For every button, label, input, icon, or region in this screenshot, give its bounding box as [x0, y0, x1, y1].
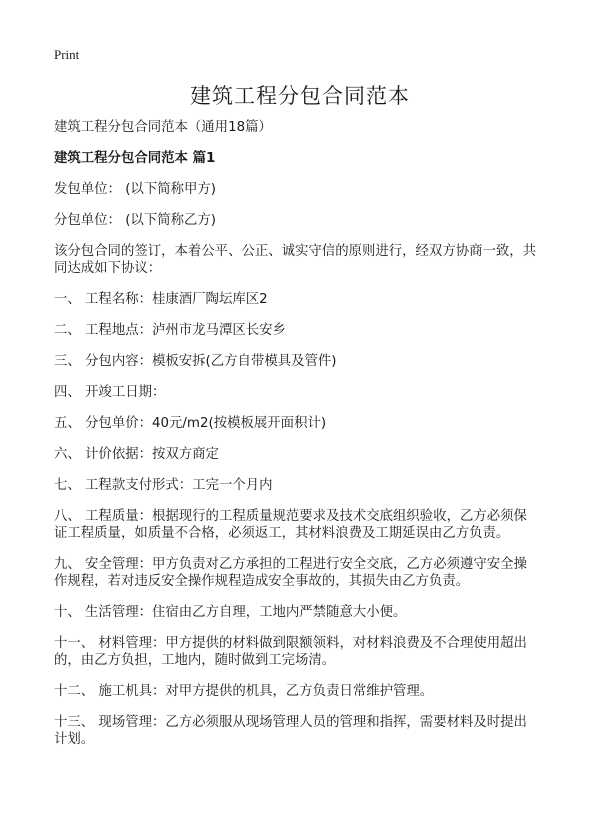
section-heading: [54, 150, 554, 167]
paragraph-line: 的，由乙方负担，工地内，随时做到工完场清。: [54, 653, 336, 668]
paragraph: [54, 119, 554, 136]
paragraph-line: 四、 开竣工日期：: [54, 385, 166, 400]
paragraph-line: 十、 生活管理：住宿由乙方自理，工地内严禁随意大小便。: [54, 605, 407, 620]
paragraph-line: 九、 安全管理：甲方负责对乙方承担的工程进行安全交底，乙方必须遵守安全操: [54, 557, 527, 572]
paragraph: [54, 556, 554, 590]
paragraph-line: 五、 分包单价：40元/m2(按模板展开面积计): [54, 416, 327, 431]
paragraph: [54, 604, 554, 621]
paragraph-line: 建筑工程分包合同范本（通用18篇）: [54, 120, 272, 135]
paragraph-line: 十二、 施工机具：对甲方提供的机具，乙方负责日常维护管理。: [54, 684, 434, 699]
document-title: 建筑工程分包合同范本: [190, 84, 410, 108]
paragraph-line: 建筑工程分包合同范本 篇1: [54, 151, 216, 166]
paragraph: [54, 508, 554, 542]
paragraph: [54, 181, 554, 198]
paragraph-line: 三、 分包内容：模板安拆(乙方自带模具及管件): [54, 354, 337, 369]
paragraph-line: 十三、 现场管理：乙方必须服从现场管理人员的管理和指挥，需要材料及时提出: [54, 715, 527, 730]
paragraph: [54, 212, 554, 229]
paragraph-line: 一、 工程名称：桂康酒厂陶坛库区2: [54, 292, 268, 307]
paragraph: [54, 446, 554, 463]
paragraph: [54, 477, 554, 494]
paragraph-line: 十一、 材料管理：甲方提供的材料做到限额领料，对材料浪费及不合理使用超出: [54, 636, 527, 651]
paragraph: [54, 291, 554, 308]
paragraph-line: 计划。: [54, 732, 95, 747]
paragraph: [54, 353, 554, 370]
paragraph: [54, 243, 554, 277]
paragraph-line: 六、 计价依据：按双方商定: [54, 447, 219, 462]
document-body: [54, 119, 554, 762]
paragraph: [54, 714, 554, 748]
paragraph-line: 该分包合同的签订，本着公平、公正、诚实守信的原则进行，经双方协商一致，共: [54, 244, 537, 259]
paragraph-line: 同达成如下协议：: [54, 261, 162, 276]
paragraph: [54, 635, 554, 669]
paragraph: [54, 415, 554, 432]
paragraph-line: 作规程，若对违反安全操作规程造成安全事故的，其损失由乙方负责。: [54, 574, 470, 589]
paragraph: [54, 322, 554, 339]
paragraph-line: 二、 工程地点：泸州市龙马潭区长安乡: [54, 323, 286, 338]
paragraph-line: 证工程质量，如质量不合格，必须返工，其材料浪费及工期延误由乙方负责。: [54, 526, 510, 541]
print-link[interactable]: Print: [54, 47, 80, 62]
paragraph-line: 八、 工程质量：根据现行的工程质量规范要求及技术交底组织验收，乙方必须保: [54, 509, 527, 524]
paragraph-line: 七、 工程款支付形式：工完一个月内: [54, 478, 273, 493]
paragraph-line: 发包单位： (以下简称甲方): [54, 182, 217, 197]
paragraph: [54, 384, 554, 401]
paragraph-line: 分包单位： (以下简称乙方): [54, 213, 217, 228]
paragraph: [54, 683, 554, 700]
